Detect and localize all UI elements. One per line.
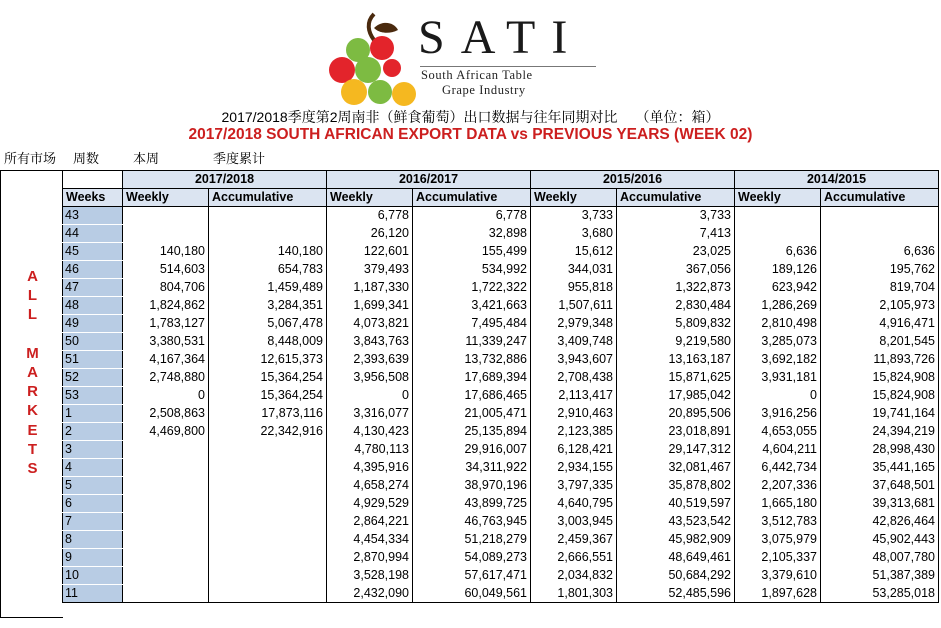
table-row — [63, 351, 939, 369]
accumulative-value-cell — [821, 207, 939, 225]
legend-weeks: 周数 — [73, 151, 100, 166]
legend-all-markets: 所有市场 — [4, 151, 57, 166]
table-row — [63, 549, 939, 567]
weekly-value-cell: 6,128,421 — [531, 441, 617, 459]
weekly-value-cell — [123, 477, 209, 495]
accumulative-value-cell: 8,448,009 — [209, 333, 327, 351]
accumulative-value-cell: 1,722,322 — [413, 279, 531, 297]
weekly-value-cell: 2,432,090 — [327, 585, 413, 603]
weekly-value-cell: 6,636 — [735, 243, 821, 261]
accumulative-value-cell: 11,893,726 — [821, 351, 939, 369]
weekly-value-cell: 3,380,531 — [123, 333, 209, 351]
weekly-value-cell: 4,780,113 — [327, 441, 413, 459]
weekly-value-cell — [123, 459, 209, 477]
weekly-value-cell: 804,706 — [123, 279, 209, 297]
accumulative-value-cell: 15,824,908 — [821, 369, 939, 387]
side-label-letter: K — [27, 402, 38, 420]
title-chinese-text: 2017/2018季度第2周南非（鲜食葡萄）出口数据与往年同期对比 — [221, 109, 618, 125]
weekly-value-cell: 0 — [735, 387, 821, 405]
accumulative-value-cell: 52,485,596 — [617, 585, 735, 603]
week-cell: 49 — [63, 315, 123, 333]
week-cell: 46 — [63, 261, 123, 279]
weekly-value-cell: 1,286,269 — [735, 297, 821, 315]
weekly-value-cell: 3,916,256 — [735, 405, 821, 423]
week-cell: 4 — [63, 459, 123, 477]
season-header: 2014/2015 — [735, 171, 939, 189]
accumulative-value-cell: 15,364,254 — [209, 387, 327, 405]
accumulative-value-cell: 13,732,886 — [413, 351, 531, 369]
weekly-value-cell: 2,105,337 — [735, 549, 821, 567]
weekly-value-cell: 3,956,508 — [327, 369, 413, 387]
accumulative-value-cell: 534,992 — [413, 261, 531, 279]
weekly-value-cell: 3,797,335 — [531, 477, 617, 495]
table-row — [63, 585, 939, 603]
accumulative-value-cell: 17,873,116 — [209, 405, 327, 423]
accumulative-value-cell: 12,615,373 — [209, 351, 327, 369]
side-label-letter: T — [27, 440, 38, 458]
weekly-value-cell: 2,910,463 — [531, 405, 617, 423]
accumulative-value-cell: 2,105,973 — [821, 297, 939, 315]
week-cell: 43 — [63, 207, 123, 225]
week-cell: 47 — [63, 279, 123, 297]
weekly-value-cell: 26,120 — [327, 225, 413, 243]
table-row — [63, 261, 939, 279]
weekly-header: Weekly — [531, 189, 617, 207]
side-label-letter: A — [27, 268, 38, 285]
week-cell: 44 — [63, 225, 123, 243]
accumulative-value-cell: 51,387,389 — [821, 567, 939, 585]
accumulative-value-cell: 140,180 — [209, 243, 327, 261]
accumulative-value-cell: 53,285,018 — [821, 585, 939, 603]
weekly-value-cell: 0 — [327, 387, 413, 405]
table-row — [63, 423, 939, 441]
accumulative-value-cell: 654,783 — [209, 261, 327, 279]
accumulative-value-cell — [209, 567, 327, 585]
weekly-value-cell — [735, 225, 821, 243]
weekly-header: Weekly — [123, 189, 209, 207]
accumulative-value-cell: 45,982,909 — [617, 531, 735, 549]
weekly-value-cell — [735, 207, 821, 225]
weekly-value-cell: 2,123,385 — [531, 423, 617, 441]
logo-wordmark: SATI — [418, 11, 584, 64]
accumulative-value-cell — [821, 225, 939, 243]
accumulative-value-cell: 28,998,430 — [821, 441, 939, 459]
weekly-value-cell — [123, 549, 209, 567]
season-header-row — [63, 171, 939, 189]
all-markets-vertical-label — [1, 267, 64, 478]
table-row — [63, 531, 939, 549]
accumulative-value-cell: 1,322,873 — [617, 279, 735, 297]
week-cell: 7 — [63, 513, 123, 531]
accumulative-value-cell: 19,741,164 — [821, 405, 939, 423]
weekly-value-cell: 2,207,336 — [735, 477, 821, 495]
weekly-value-cell: 3,680 — [531, 225, 617, 243]
accumulative-header: Accumulative — [413, 189, 531, 207]
title-chinese — [0, 108, 941, 126]
table-row — [63, 207, 939, 225]
legend-weekly: 本周 — [133, 151, 160, 166]
accumulative-value-cell: 39,313,681 — [821, 495, 939, 513]
week-cell: 5 — [63, 477, 123, 495]
weekly-value-cell: 1,801,303 — [531, 585, 617, 603]
table-row — [63, 297, 939, 315]
week-cell: 1 — [63, 405, 123, 423]
table-row — [63, 495, 939, 513]
weekly-value-cell: 344,031 — [531, 261, 617, 279]
accumulative-value-cell: 1,459,489 — [209, 279, 327, 297]
week-cell: 52 — [63, 369, 123, 387]
weekly-header: Weekly — [735, 189, 821, 207]
accumulative-value-cell: 5,809,832 — [617, 315, 735, 333]
weekly-value-cell: 1,897,628 — [735, 585, 821, 603]
accumulative-value-cell: 819,704 — [821, 279, 939, 297]
accumulative-value-cell — [209, 549, 327, 567]
title-english: 2017/2018 SOUTH AFRICAN EXPORT DATA vs PREVIOUS YEARS (WEEK 02) — [188, 126, 753, 143]
weeks-header: Weeks — [63, 189, 123, 207]
season-header: 2015/2016 — [531, 171, 735, 189]
weekly-value-cell: 189,126 — [735, 261, 821, 279]
accumulative-value-cell: 367,056 — [617, 261, 735, 279]
accumulative-value-cell: 20,895,506 — [617, 405, 735, 423]
weekly-value-cell — [123, 207, 209, 225]
accumulative-header: Accumulative — [209, 189, 327, 207]
weekly-value-cell: 3,733 — [531, 207, 617, 225]
weekly-value-cell: 4,469,800 — [123, 423, 209, 441]
weekly-value-cell: 4,604,211 — [735, 441, 821, 459]
week-cell: 45 — [63, 243, 123, 261]
accumulative-value-cell: 17,985,042 — [617, 387, 735, 405]
week-cell: 48 — [63, 297, 123, 315]
weekly-value-cell: 379,493 — [327, 261, 413, 279]
weekly-value-cell: 3,943,607 — [531, 351, 617, 369]
accumulative-value-cell — [209, 585, 327, 603]
table-row — [63, 279, 939, 297]
accumulative-value-cell: 23,025 — [617, 243, 735, 261]
logo-subtitle-line1: South African Table — [421, 68, 533, 82]
accumulative-value-cell: 15,824,908 — [821, 387, 939, 405]
accumulative-value-cell: 7,413 — [617, 225, 735, 243]
side-label-letter: L — [27, 287, 38, 305]
weekly-value-cell: 4,454,334 — [327, 531, 413, 549]
accumulative-value-cell: 51,218,279 — [413, 531, 531, 549]
week-cell: 50 — [63, 333, 123, 351]
accumulative-value-cell: 32,081,467 — [617, 459, 735, 477]
accumulative-value-cell: 15,364,254 — [209, 369, 327, 387]
weekly-value-cell: 4,073,821 — [327, 315, 413, 333]
weekly-value-cell: 15,612 — [531, 243, 617, 261]
weekly-value-cell: 0 — [123, 387, 209, 405]
accumulative-value-cell: 3,733 — [617, 207, 735, 225]
accumulative-value-cell: 2,830,484 — [617, 297, 735, 315]
accumulative-value-cell: 3,284,351 — [209, 297, 327, 315]
weekly-value-cell — [123, 495, 209, 513]
accumulative-value-cell: 6,778 — [413, 207, 531, 225]
weekly-header: Weekly — [327, 189, 413, 207]
accumulative-value-cell: 60,049,561 — [413, 585, 531, 603]
accumulative-value-cell — [209, 459, 327, 477]
weekly-value-cell: 3,512,783 — [735, 513, 821, 531]
weekly-value-cell: 1,665,180 — [735, 495, 821, 513]
week-cell: 3 — [63, 441, 123, 459]
table-row — [63, 441, 939, 459]
week-cell: 6 — [63, 495, 123, 513]
week-cell: 8 — [63, 531, 123, 549]
weekly-value-cell: 4,653,055 — [735, 423, 821, 441]
side-label-letter: A — [27, 363, 38, 381]
accumulative-value-cell: 25,135,894 — [413, 423, 531, 441]
weekly-value-cell: 3,843,763 — [327, 333, 413, 351]
weekly-value-cell: 1,824,862 — [123, 297, 209, 315]
week-cell: 10 — [63, 567, 123, 585]
accumulative-value-cell: 42,826,464 — [821, 513, 939, 531]
side-label-letter: M — [26, 344, 39, 362]
season-header: 2016/2017 — [327, 171, 531, 189]
accumulative-header: Accumulative — [617, 189, 735, 207]
accumulative-header: Accumulative — [821, 189, 939, 207]
weekly-value-cell: 2,870,994 — [327, 549, 413, 567]
weekly-value-cell: 2,934,155 — [531, 459, 617, 477]
weekly-value-cell: 2,748,880 — [123, 369, 209, 387]
weekly-value-cell: 514,603 — [123, 261, 209, 279]
accumulative-value-cell: 13,163,187 — [617, 351, 735, 369]
accumulative-value-cell: 4,916,471 — [821, 315, 939, 333]
table-row — [63, 567, 939, 585]
weekly-value-cell: 3,931,181 — [735, 369, 821, 387]
logo-divider — [420, 66, 596, 67]
weekly-value-cell: 3,316,077 — [327, 405, 413, 423]
accumulative-value-cell: 45,902,443 — [821, 531, 939, 549]
accumulative-value-cell: 38,970,196 — [413, 477, 531, 495]
weekly-value-cell: 2,810,498 — [735, 315, 821, 333]
accumulative-value-cell: 48,649,461 — [617, 549, 735, 567]
accumulative-value-cell: 50,684,292 — [617, 567, 735, 585]
accumulative-value-cell: 155,499 — [413, 243, 531, 261]
accumulative-value-cell: 7,495,484 — [413, 315, 531, 333]
week-cell: 53 — [63, 387, 123, 405]
table-row — [63, 333, 939, 351]
legend-accumulative: 季度累计 — [213, 151, 266, 166]
accumulative-value-cell: 24,394,219 — [821, 423, 939, 441]
weekly-value-cell: 3,003,945 — [531, 513, 617, 531]
side-label-letter: E — [27, 421, 38, 439]
accumulative-value-cell: 46,763,945 — [413, 513, 531, 531]
weekly-value-cell: 2,393,639 — [327, 351, 413, 369]
weekly-value-cell: 6,778 — [327, 207, 413, 225]
table-row — [63, 405, 939, 423]
column-header-row — [63, 189, 939, 207]
table-row — [63, 369, 939, 387]
accumulative-value-cell: 32,898 — [413, 225, 531, 243]
table-row — [63, 459, 939, 477]
weekly-value-cell: 4,167,364 — [123, 351, 209, 369]
accumulative-value-cell: 35,878,802 — [617, 477, 735, 495]
weekly-value-cell: 3,528,198 — [327, 567, 413, 585]
side-label-letter: S — [27, 459, 38, 477]
accumulative-value-cell — [209, 513, 327, 531]
weekly-value-cell — [123, 585, 209, 603]
accumulative-value-cell — [209, 477, 327, 495]
export-data-table — [62, 170, 939, 603]
weekly-value-cell: 2,708,438 — [531, 369, 617, 387]
logo-subtitle-line2: Grape Industry — [442, 83, 526, 97]
accumulative-value-cell: 6,636 — [821, 243, 939, 261]
weekly-value-cell: 4,929,529 — [327, 495, 413, 513]
accumulative-value-cell: 17,686,465 — [413, 387, 531, 405]
table-row — [63, 387, 939, 405]
weekly-value-cell: 4,640,795 — [531, 495, 617, 513]
accumulative-value-cell: 54,089,273 — [413, 549, 531, 567]
weekly-value-cell: 2,459,367 — [531, 531, 617, 549]
weekly-value-cell: 2,034,832 — [531, 567, 617, 585]
accumulative-value-cell — [209, 495, 327, 513]
accumulative-value-cell: 40,519,597 — [617, 495, 735, 513]
weekly-value-cell: 6,442,734 — [735, 459, 821, 477]
table-row — [63, 225, 939, 243]
weekly-value-cell: 3,409,748 — [531, 333, 617, 351]
header-blank — [63, 171, 123, 189]
week-cell: 9 — [63, 549, 123, 567]
grape-cluster-icon — [322, 10, 422, 110]
weekly-value-cell: 4,658,274 — [327, 477, 413, 495]
accumulative-value-cell: 43,523,542 — [617, 513, 735, 531]
weekly-value-cell: 2,979,348 — [531, 315, 617, 333]
side-label-letter — [1, 325, 64, 344]
weekly-value-cell — [123, 531, 209, 549]
accumulative-value-cell: 23,018,891 — [617, 423, 735, 441]
weekly-value-cell — [123, 513, 209, 531]
weekly-value-cell — [123, 225, 209, 243]
accumulative-value-cell: 29,147,312 — [617, 441, 735, 459]
week-cell: 51 — [63, 351, 123, 369]
accumulative-value-cell: 17,689,394 — [413, 369, 531, 387]
accumulative-value-cell — [209, 441, 327, 459]
weekly-value-cell: 2,508,863 — [123, 405, 209, 423]
weekly-value-cell: 2,864,221 — [327, 513, 413, 531]
accumulative-value-cell: 48,007,780 — [821, 549, 939, 567]
accumulative-value-cell — [209, 207, 327, 225]
weekly-value-cell: 623,942 — [735, 279, 821, 297]
sati-logo — [322, 10, 606, 110]
weekly-value-cell: 3,692,182 — [735, 351, 821, 369]
accumulative-value-cell — [209, 531, 327, 549]
weekly-value-cell: 955,818 — [531, 279, 617, 297]
accumulative-value-cell: 3,421,663 — [413, 297, 531, 315]
weekly-value-cell: 3,075,979 — [735, 531, 821, 549]
table-row — [63, 243, 939, 261]
weekly-value-cell: 1,783,127 — [123, 315, 209, 333]
unit-label: （单位：箱） — [635, 109, 720, 125]
weekly-value-cell: 4,395,916 — [327, 459, 413, 477]
accumulative-value-cell: 195,762 — [821, 261, 939, 279]
accumulative-value-cell: 5,067,478 — [209, 315, 327, 333]
weekly-value-cell: 3,379,610 — [735, 567, 821, 585]
season-header: 2017/2018 — [123, 171, 327, 189]
weekly-value-cell: 2,666,551 — [531, 549, 617, 567]
weekly-value-cell: 122,601 — [327, 243, 413, 261]
accumulative-value-cell: 22,342,916 — [209, 423, 327, 441]
table-row — [63, 477, 939, 495]
weekly-value-cell: 1,187,330 — [327, 279, 413, 297]
accumulative-value-cell: 35,441,165 — [821, 459, 939, 477]
weekly-value-cell: 3,285,073 — [735, 333, 821, 351]
accumulative-value-cell: 15,871,625 — [617, 369, 735, 387]
accumulative-value-cell: 21,005,471 — [413, 405, 531, 423]
weekly-value-cell: 2,113,417 — [531, 387, 617, 405]
weekly-value-cell: 1,507,611 — [531, 297, 617, 315]
accumulative-value-cell: 8,201,545 — [821, 333, 939, 351]
accumulative-value-cell: 34,311,922 — [413, 459, 531, 477]
accumulative-value-cell: 37,648,501 — [821, 477, 939, 495]
accumulative-value-cell: 29,916,007 — [413, 441, 531, 459]
weekly-value-cell: 1,699,341 — [327, 297, 413, 315]
weekly-value-cell — [123, 441, 209, 459]
table-row — [63, 315, 939, 333]
weekly-value-cell — [123, 567, 209, 585]
all-markets-label-column — [0, 170, 63, 618]
weekly-value-cell: 140,180 — [123, 243, 209, 261]
accumulative-value-cell: 9,219,580 — [617, 333, 735, 351]
accumulative-value-cell: 43,899,725 — [413, 495, 531, 513]
weekly-value-cell: 4,130,423 — [327, 423, 413, 441]
side-label-letter: R — [27, 383, 38, 401]
week-cell: 2 — [63, 423, 123, 441]
accumulative-value-cell: 57,617,471 — [413, 567, 531, 585]
accumulative-value-cell — [209, 225, 327, 243]
week-cell: 11 — [63, 585, 123, 603]
side-label-letter: L — [27, 306, 38, 324]
accumulative-value-cell: 11,339,247 — [413, 333, 531, 351]
table-row — [63, 513, 939, 531]
